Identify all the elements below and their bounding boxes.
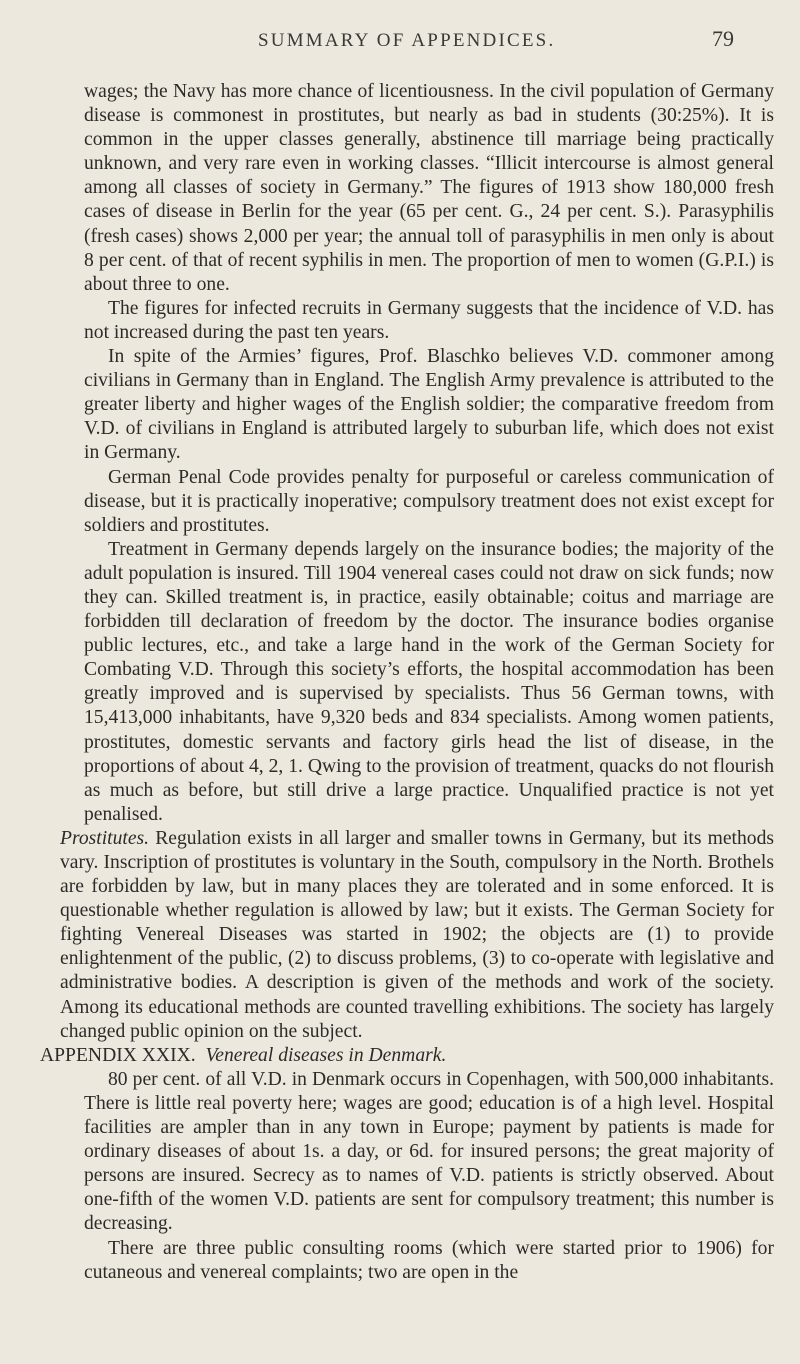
paragraph: German Penal Code provides penalty for purposeful or careless communication of disease, but it is practically inoperative; compulsory treatment does not exist except for soldiers and prostitutes. [84, 466, 774, 536]
body-text [40, 80, 774, 1285]
section-lead: Prostitutes. [60, 827, 150, 849]
paragraph: There are three public consulting rooms (which were started prior to 1906) for cutaneous and venereal complaints; two are open in the [84, 1237, 774, 1283]
appendix-title: Venereal diseases in Denmark. [205, 1044, 447, 1066]
running-head: SUMMARY OF APPENDICES. [258, 30, 556, 51]
paragraph: wages; the Navy has more chance of licentiousness. In the civil population of Germany disease is commonest in prostitutes, but nearly as bad in students (30:25%). It is common in the upper classes generally, abstinence till marriage being practically unknown, and very rare even in working classes. “Illicit intercourse is almost general among all classes of society in Germany.” The figures of 1913 show 180,000 fresh cases of disease in Berlin for the year (65 per cent. G., 24 per cent. S.). Parasyphilis (fresh cases) shows 2,000 per year; the annual toll of parasyphilis in men only is about 8 per cent. of that of recent syphilis in men. The proportion of men to women (G.P.I.) is about three to one. [84, 81, 774, 295]
paragraph: 80 per cent. of all V.D. in Denmark occurs in Copenhagen, with 500,000 inhabitants. There is little real poverty here; wages are good; education is of a high level. Hospital facilities are ampler than in any town in Europe; payment by patients is made for ordinary diseases of about 1s. a day, or 6d. for insured persons; the great majority of persons are insured. Secrecy as to names of V.D. patients is strictly observed. About one-fifth of the women V.D. patients are sent for compulsory treatment; this number is decreasing. [84, 1068, 774, 1235]
paragraph-prostitutes [60, 827, 774, 1044]
appendix-label: APPENDIX XXIX. [40, 1044, 196, 1066]
page-number: 79 [712, 26, 734, 51]
paragraph: The figures for infected recruits in Germany suggests that the incidence of V.D. has not increased during the past ten years. [84, 297, 774, 343]
paragraph: Treatment in Germany depends largely on the insurance bodies; the majority of the adult population is insured. Till 1904 venereal cases could not draw on sick funds; now they can. Skilled treatment is, in practice, easily obtainable; coitus and marriage are forbidden till declaration of freedom by the doctor. The insurance bodies organise public lectures, etc., and take a large hand in the work of the German Society for Combating V.D. Through this society’s efforts, the hospital accommodation has been greatly improved and is supervised by specialists. Thus 56 German towns, with 15,413,000 inhabitants, have 9,320 beds and 834 specialists. Among women patients, prostitutes, domestic servants and factory girls head the list of disease, in the proportions of about 4, 2, 1. Qwing to the provision of treatment, quacks do not flourish as much as before, but still drive a large practice. Unqualified practice is not yet penalised. [84, 538, 774, 825]
page-header [0, 26, 800, 56]
appendix-heading [40, 1044, 774, 1068]
paragraph-text: Regulation exists in all larger and smaller towns in Germany, but its methods vary. Inscription of prostitutes is voluntary in the South, compulsory in the North. Brothels are forbidden by law, but in many places they are tolerated and in some enforced. It is questionable whether regulation is allowed by law; but it exists. The German Society for fighting Venereal Diseases was started in 1902; the objects are (1) to provide enlightenment of the public, (2) to discuss problems, (3) to co-operate with legislative and administrative bodies. A description is given of the methods and work of the society. Among its educational methods are counted travelling exhibitions. The society has largely changed public opinion on the subject. [60, 827, 774, 1042]
paragraph: In spite of the Armies’ figures, Prof. Blaschko believes V.D. commoner among civilians in Germany than in England. The English Army prevalence is attributed to the greater liberty and higher wages of the English soldier; the comparative freedom from V.D. of civilians in England is attributed largely to suburban life, which does not exist in Germany. [84, 346, 774, 464]
